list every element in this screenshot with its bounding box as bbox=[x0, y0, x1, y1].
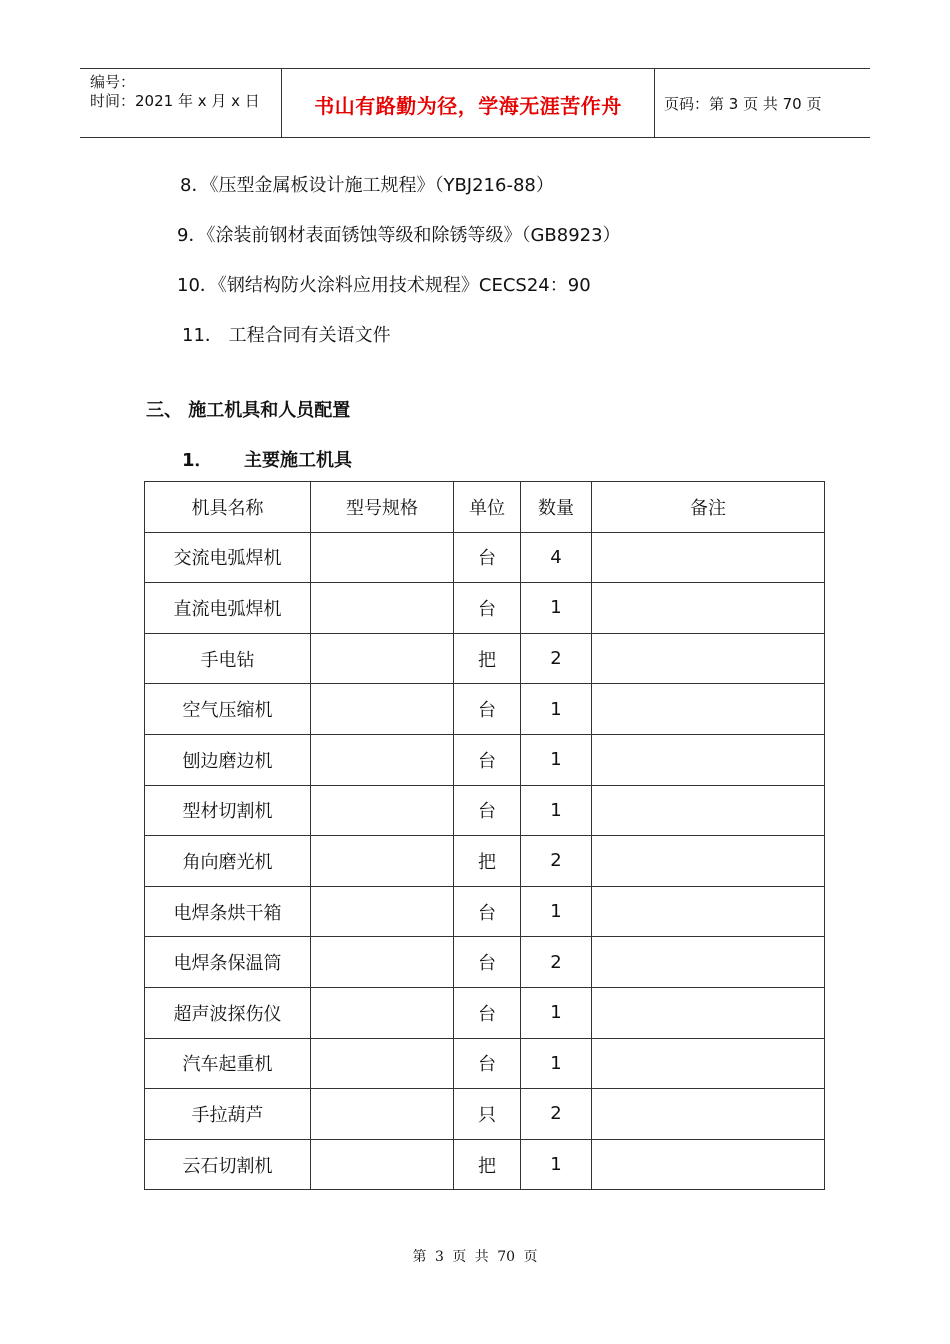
cell-model bbox=[311, 684, 454, 735]
cell-unit: 台 bbox=[454, 1038, 521, 1089]
cell-unit: 台 bbox=[454, 532, 521, 583]
cell-remark bbox=[592, 785, 825, 836]
cell-name: 空气压缩机 bbox=[145, 684, 311, 735]
cell-name: 刨边磨边机 bbox=[145, 734, 311, 785]
table-row bbox=[145, 532, 825, 583]
cell-model bbox=[311, 1038, 454, 1089]
table-row bbox=[145, 987, 825, 1038]
header-page-info: 页码：第 3 页 共 70 页 bbox=[664, 95, 822, 113]
cell-name: 直流电弧焊机 bbox=[145, 583, 311, 634]
cell-name: 电焊条烘干箱 bbox=[145, 886, 311, 937]
subsection-title: 主要施工机具 bbox=[244, 450, 352, 471]
cell-unit: 台 bbox=[454, 785, 521, 836]
cell-quantity: 2 bbox=[521, 937, 592, 988]
equipment-table bbox=[144, 481, 825, 1190]
cell-remark bbox=[592, 583, 825, 634]
cell-unit: 只 bbox=[454, 1089, 521, 1140]
cell-remark bbox=[592, 532, 825, 583]
cell-unit: 把 bbox=[454, 836, 521, 887]
reference-item-9: 9．《涂装前钢材表面锈蚀等级和除锈等级》（GB8923） bbox=[177, 225, 621, 246]
cell-name: 交流电弧焊机 bbox=[145, 532, 311, 583]
cell-model bbox=[311, 987, 454, 1038]
page-header bbox=[80, 68, 870, 138]
cell-unit: 台 bbox=[454, 684, 521, 735]
cell-model bbox=[311, 734, 454, 785]
table-row bbox=[145, 836, 825, 887]
table-row bbox=[145, 734, 825, 785]
reference-item-11: 11． 工程合同有关语文件 bbox=[182, 325, 391, 346]
cell-quantity: 1 bbox=[521, 886, 592, 937]
header-motto: 书山有路勤为径，学海无涯苦作舟 bbox=[314, 94, 622, 118]
cell-quantity: 2 bbox=[521, 1089, 592, 1140]
cell-quantity: 1 bbox=[521, 987, 592, 1038]
cell-name: 电焊条保温筒 bbox=[145, 937, 311, 988]
col-header-remark: 备注 bbox=[592, 482, 825, 533]
cell-model bbox=[311, 785, 454, 836]
table-header-row bbox=[145, 482, 825, 533]
subsection-number: 1． bbox=[182, 450, 213, 471]
cell-model bbox=[311, 633, 454, 684]
cell-model bbox=[311, 836, 454, 887]
cell-name: 手拉葫芦 bbox=[145, 1089, 311, 1140]
cell-remark bbox=[592, 836, 825, 887]
cell-quantity: 1 bbox=[521, 1139, 592, 1190]
cell-name: 超声波探伤仪 bbox=[145, 987, 311, 1038]
cell-unit: 台 bbox=[454, 886, 521, 937]
cell-unit: 台 bbox=[454, 937, 521, 988]
cell-model bbox=[311, 532, 454, 583]
cell-unit: 台 bbox=[454, 734, 521, 785]
header-time-label: 时间：2021 年 x 月 x 日 bbox=[90, 92, 260, 110]
table-row bbox=[145, 1139, 825, 1190]
cell-name: 汽车起重机 bbox=[145, 1038, 311, 1089]
cell-model bbox=[311, 1089, 454, 1140]
cell-unit: 把 bbox=[454, 1139, 521, 1190]
reference-item-10: 10．《钢结构防火涂料应用技术规程》CECS24：90 bbox=[177, 275, 591, 296]
page-footer: 第 3 页 共 70 页 bbox=[412, 1249, 538, 1265]
cell-name: 角向磨光机 bbox=[145, 836, 311, 887]
col-header-name: 机具名称 bbox=[145, 482, 311, 533]
header-meta-cell bbox=[80, 69, 280, 137]
cell-model bbox=[311, 1139, 454, 1190]
cell-remark bbox=[592, 1038, 825, 1089]
table-row bbox=[145, 937, 825, 988]
cell-remark bbox=[592, 1139, 825, 1190]
table-row bbox=[145, 785, 825, 836]
cell-unit: 把 bbox=[454, 633, 521, 684]
col-header-unit: 单位 bbox=[454, 482, 521, 533]
cell-remark bbox=[592, 886, 825, 937]
table-row bbox=[145, 684, 825, 735]
header-code-label: 编号： bbox=[90, 73, 136, 91]
cell-remark bbox=[592, 1089, 825, 1140]
cell-remark bbox=[592, 684, 825, 735]
cell-quantity: 2 bbox=[521, 836, 592, 887]
table-row bbox=[145, 633, 825, 684]
cell-remark bbox=[592, 633, 825, 684]
col-header-model: 型号规格 bbox=[311, 482, 454, 533]
cell-model bbox=[311, 583, 454, 634]
cell-model bbox=[311, 937, 454, 988]
cell-quantity: 1 bbox=[521, 785, 592, 836]
cell-remark bbox=[592, 937, 825, 988]
table-row bbox=[145, 1089, 825, 1140]
table-row bbox=[145, 1038, 825, 1089]
header-page-cell bbox=[654, 69, 870, 137]
cell-name: 云石切割机 bbox=[145, 1139, 311, 1190]
cell-quantity: 4 bbox=[521, 532, 592, 583]
table-row bbox=[145, 583, 825, 634]
subsection-heading bbox=[182, 446, 352, 472]
cell-model bbox=[311, 886, 454, 937]
cell-quantity: 2 bbox=[521, 633, 592, 684]
cell-name: 手电钻 bbox=[145, 633, 311, 684]
cell-quantity: 1 bbox=[521, 583, 592, 634]
cell-remark bbox=[592, 987, 825, 1038]
section-heading: 三、 施工机具和人员配置 bbox=[146, 400, 351, 421]
cell-quantity: 1 bbox=[521, 734, 592, 785]
header-motto-cell bbox=[281, 69, 655, 137]
cell-unit: 台 bbox=[454, 987, 521, 1038]
cell-quantity: 1 bbox=[521, 684, 592, 735]
col-header-quantity: 数量 bbox=[521, 482, 592, 533]
reference-item-8: 8．《压型金属板设计施工规程》（YBJ216-88） bbox=[180, 175, 554, 196]
cell-quantity: 1 bbox=[521, 1038, 592, 1089]
cell-name: 型材切割机 bbox=[145, 785, 311, 836]
cell-remark bbox=[592, 734, 825, 785]
cell-unit: 台 bbox=[454, 583, 521, 634]
table-row bbox=[145, 886, 825, 937]
